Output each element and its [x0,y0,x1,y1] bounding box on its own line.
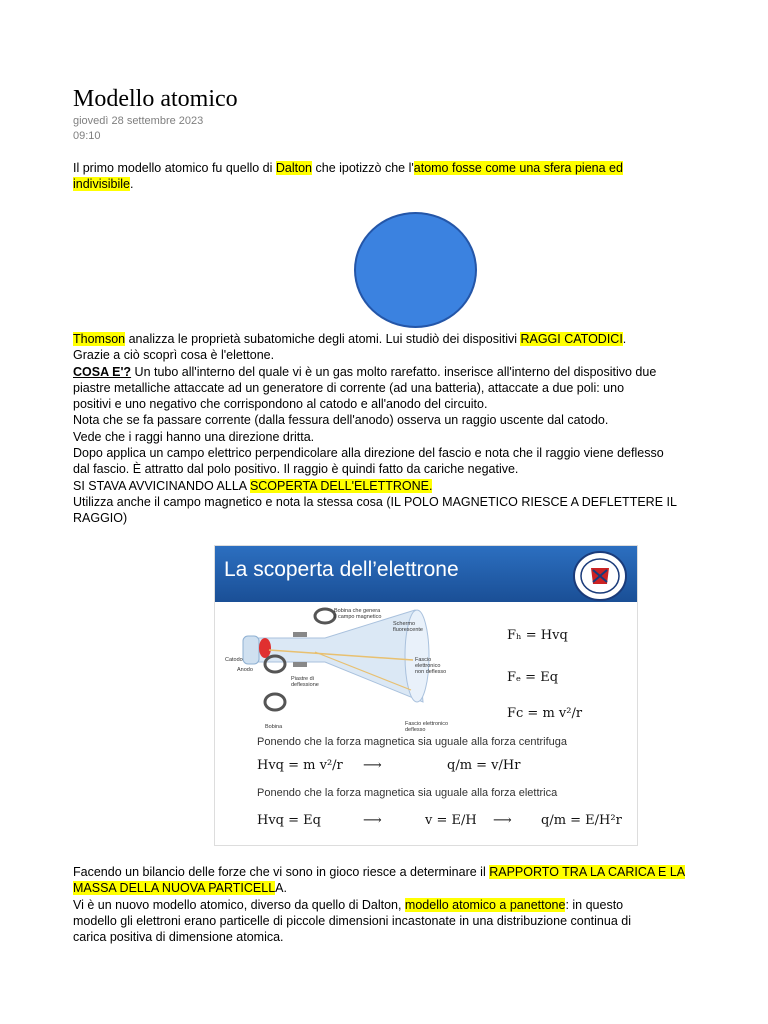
text: : in questo [565,897,624,912]
highlight-dalton: Dalton [275,161,313,175]
text: A. [275,881,287,896]
label: deflessione [291,682,319,688]
slide-title: La scoperta dell’elettrone [224,558,459,581]
equation-fc: Fc = m v²/r [507,706,583,721]
highlight-indivisible: indivisibile [73,177,130,192]
paragraph-panettone [73,864,703,945]
dalton-sphere-image [354,212,477,328]
cosa-e-label: COSA E'? [73,364,132,379]
caption-centrifugal: Ponendo che la forza magnetica sia uguale alla forza centrifuga [257,736,568,748]
text: . [129,177,134,192]
highlight-raggi: RAGGI CATODICI [520,332,623,346]
label: fluorescente [393,627,423,633]
text: piastre metalliche attaccate ad un generatore di corrente (ad una batteria), attaccate a due poli: uno [73,380,625,395]
arrow-icon: ⟶ [363,758,382,773]
label: non deflesso [415,669,447,675]
text: Vi è un nuovo modello atomico, diverso da quello di Dalton, [73,897,405,912]
page-date: giovedì 28 settembre 2023 [73,115,204,127]
page-title: Modello atomico [73,86,238,112]
text: analizza le proprietà subatomiche degli atomi. Lui studiò dei dispositivi [125,332,521,346]
highlight-sphere: atomo fosse come una sfera piena ed [413,161,623,175]
equation-fe: Fₑ = Eq [507,670,559,685]
text: Vede che i raggi hanno una direzione dritta. [73,429,315,444]
label: Piastre di [291,676,314,682]
arrow-icon: ⟶ [493,813,512,828]
text: dal fascio. È attratto dal polo positivo. Il raggio è quindi fatto da cariche negative. [73,462,519,477]
text: positivi e uno negativo che corrispondono al catodo e all'anodo del circuito. [73,397,488,412]
label: il campo magnetico [334,614,382,620]
equation-qm-vhr: q/m = v/Hr [447,758,521,773]
label: elettronico [415,663,441,669]
highlight-rapporto: RAPPORTO TRA LA CARICA E LA [489,865,686,879]
text: modello gli elettroni erano particelle di piccole dimensioni incastonate in una distribuzione continua di [73,913,631,928]
highlight-scoperta: SCOPERTA DELL'ELETTRONE. [249,478,433,493]
paragraph-thomson [73,331,703,527]
label: deflesso [405,727,426,733]
caption-electric: Ponendo che la forza magnetica sia uguale alla forza elettrica [257,787,558,799]
label: Anodo [237,667,253,673]
text: SI STAVA AVVICINANDO ALLA [73,478,250,493]
text: RAGGIO) [73,511,128,526]
equation-v-eh: v = E/H [425,813,477,828]
label: Schermo [393,621,416,627]
text: Grazie a ciò scoprì cosa è l'elettone. [73,348,275,363]
equation-qm-eh2r: q/m = E/H²r [541,813,622,828]
text: carica positiva di dimensione atomica. [73,930,284,945]
paragraph-dalton [73,160,703,193]
label: Catodo [225,657,243,663]
equation-hvq-eq: Hvq = Eq [257,813,321,828]
text: . [622,332,627,346]
text: Utilizza anche il campo magnetico e nota la stessa cosa (IL POLO MAGNETICO RIESCE A DEFLETTERE IL [73,494,677,509]
text: Dopo applica un campo elettrico perpendicolare alla direzione del fascio e nota che il raggio viene deflesso [73,446,664,461]
arrow-icon: ⟶ [363,813,382,828]
label: Fascio [415,657,432,663]
equation-hvq-mv2r: Hvq = m v²/r [257,758,343,773]
slide-header [215,546,637,602]
text: Un tubo all'interno del quale vi è un gas molto rarefatto. inserisce all'interno del dispositivo due [131,364,657,379]
text: Facendo un bilancio delle forze che vi sono in gioco riesce a determinare il [73,865,490,879]
text: Nota che se fa passare corrente (dalla fessura dell'anodo) osserva un raggio uscente dal catodo. [73,413,609,428]
text: Il primo modello atomico fu quello di [73,161,276,175]
label: Fascio elettronico [405,721,449,727]
university-seal-icon [571,550,629,602]
page-time: 09:10 [73,130,101,142]
label: Bobina [265,724,283,730]
highlight-massa: MASSA DELLA NUOVA PARTICELL [73,881,276,896]
highlight-thomson: Thomson [73,332,126,346]
equation-fh: Fₕ = Hvq [507,628,568,643]
electron-discovery-slide [215,546,637,845]
highlight-panettone: modello atomico a panettone [404,897,566,912]
text: che ipotizzò che l' [312,161,414,175]
label: Bobina che genera [334,608,381,614]
